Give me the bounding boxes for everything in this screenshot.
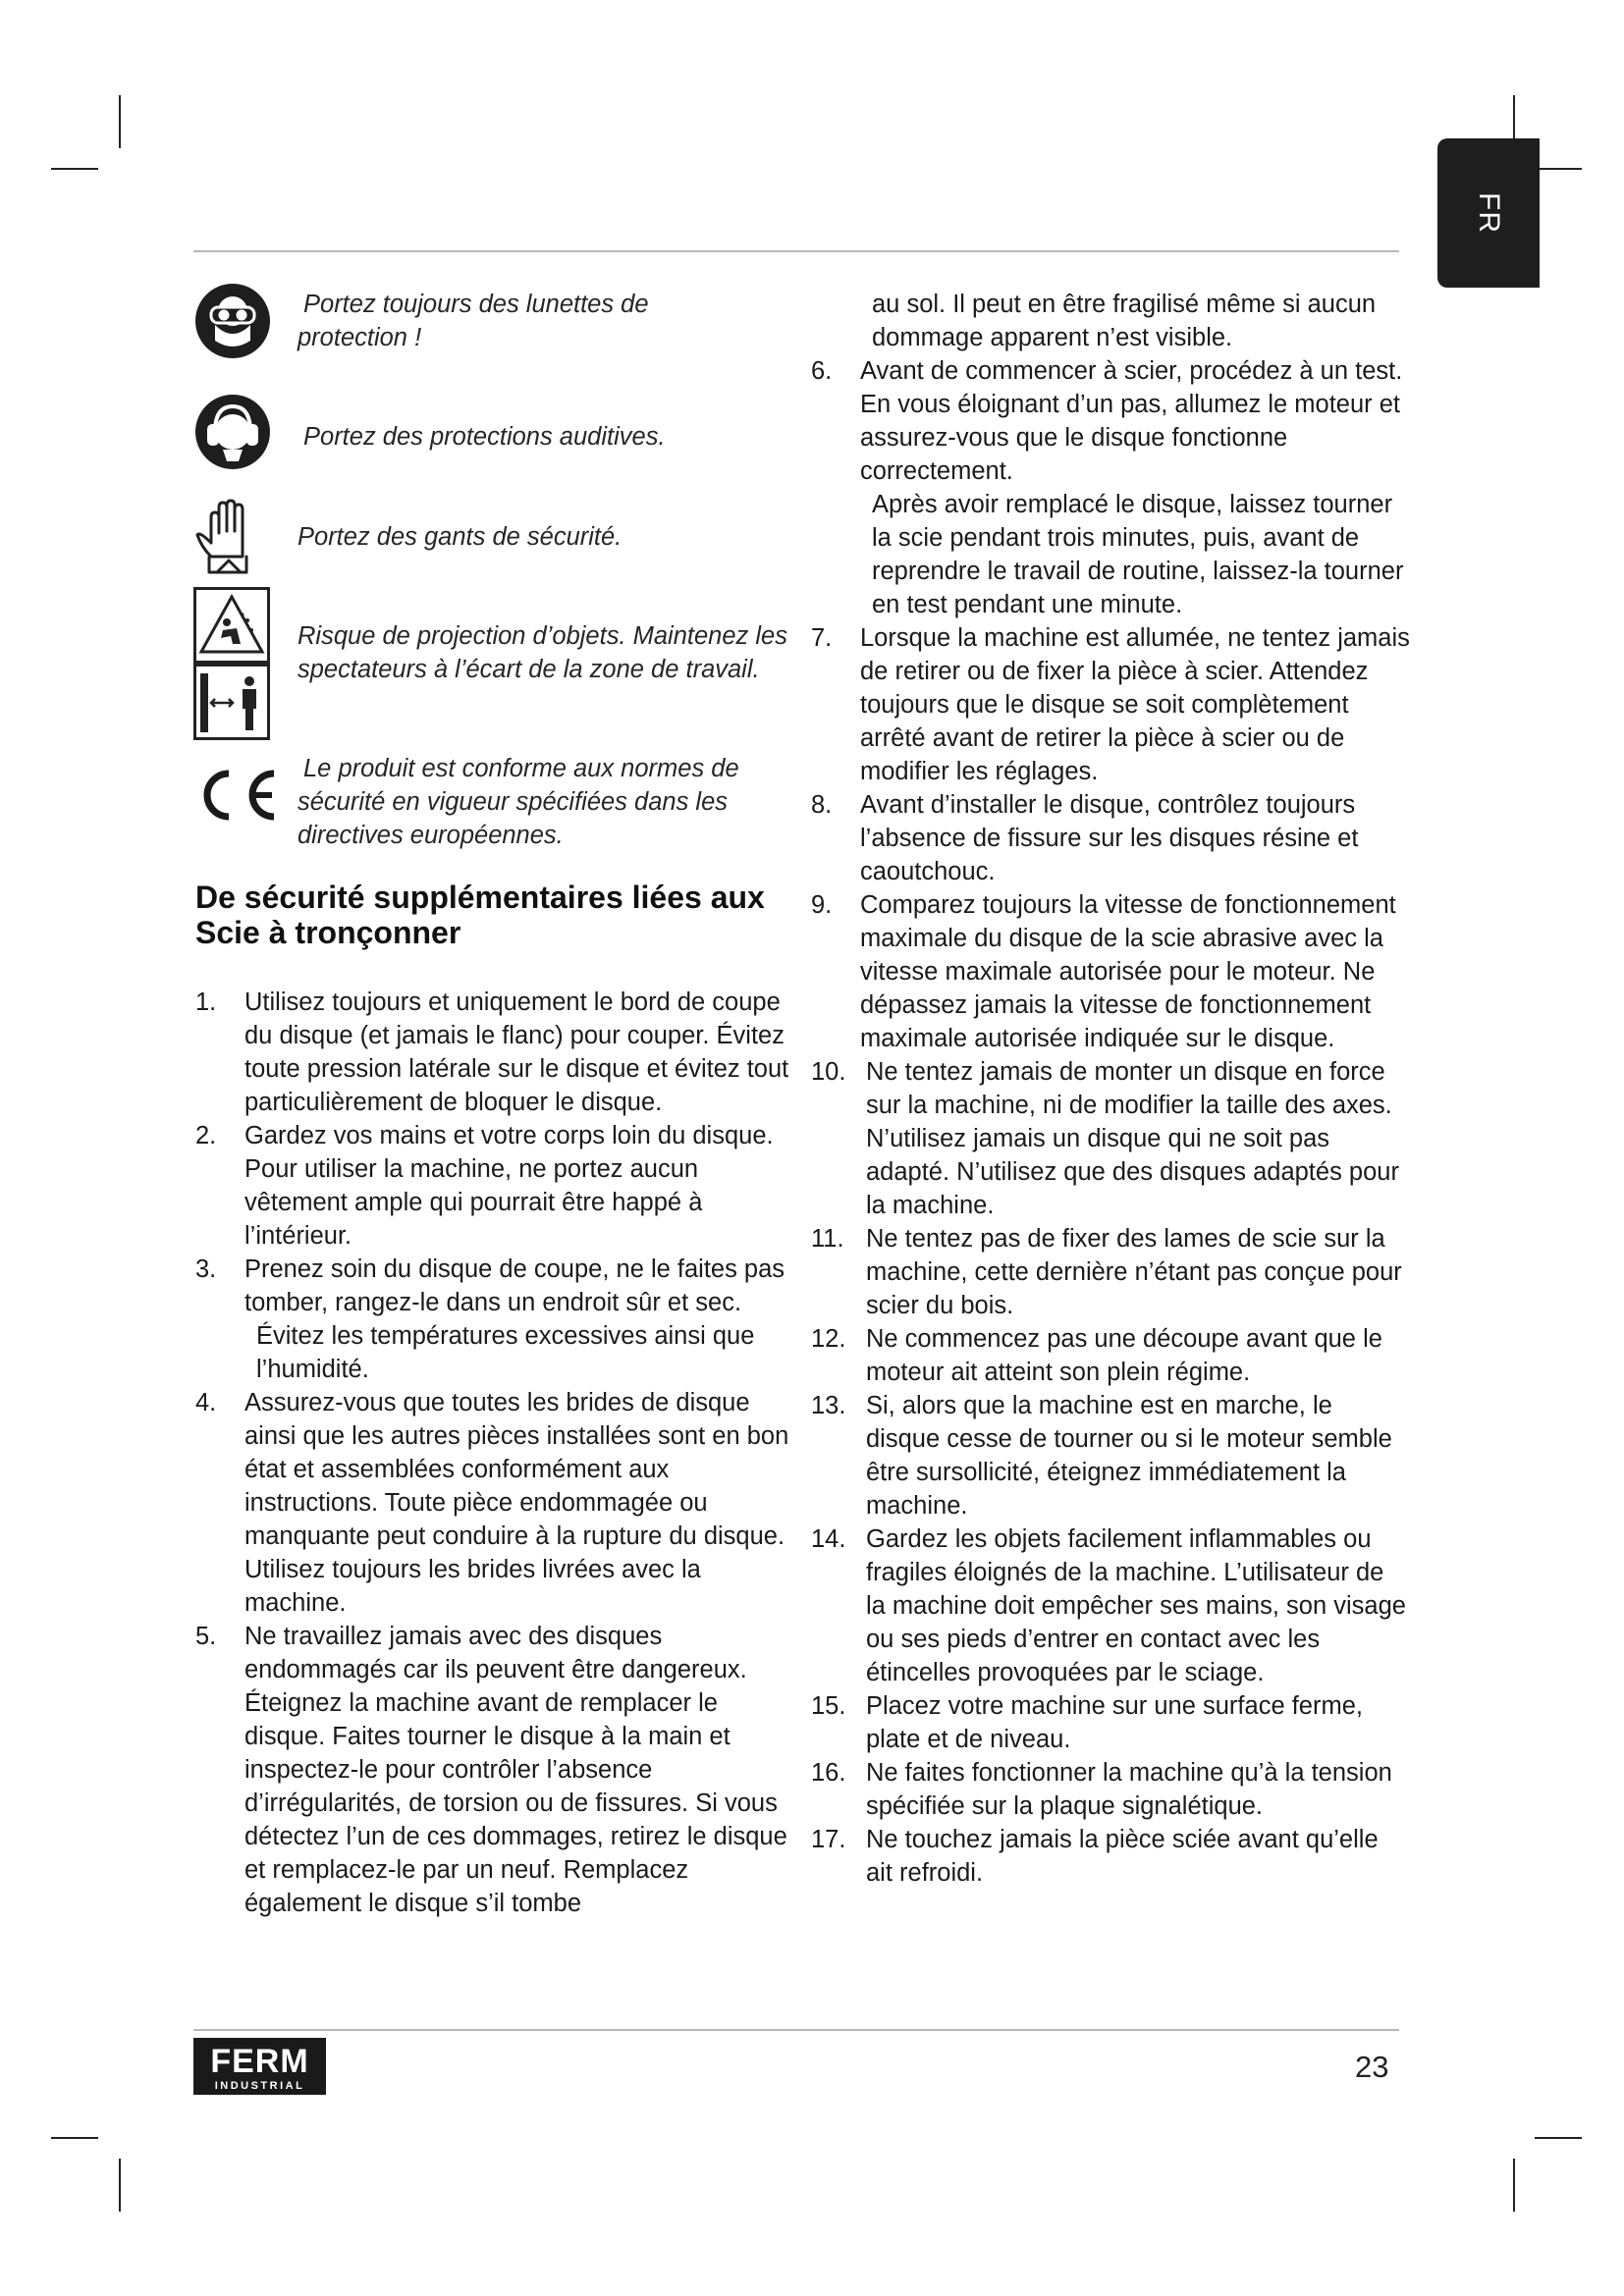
instructions-left-column xyxy=(195,986,794,1920)
flying-objects-warning-icon xyxy=(193,587,270,742)
list-item-number: 5. xyxy=(195,1623,217,1650)
list-item-number: 9. xyxy=(811,891,833,919)
ce-mark-icon xyxy=(191,768,280,823)
list-item-number: 13. xyxy=(811,1392,846,1419)
list-item xyxy=(811,1389,1410,1522)
list-item xyxy=(195,1119,794,1253)
list-item-number: 12. xyxy=(811,1325,846,1353)
symbol-text-ce: Le produit est conforme aux normes de sécurité en vigueur spécifiées dans les directives européennes. xyxy=(298,755,739,849)
crop-mark xyxy=(1535,168,1582,170)
list-item-text: Ne travaillez jamais avec des disques endommagés car ils peuvent être dangereux. Éteignez la machine avant de remplacer le disque. Faites tourner le disque à la main et inspectez-le pour contrôler l’absence d’irrégularités, de torsion ou de fissures. Si vous détectez l’un de ces dommages, retirez le disque et remplacez-le par un neuf. Remplacez également le disque s’il tombe xyxy=(244,1623,787,1917)
list-item-number: 16. xyxy=(811,1759,846,1787)
list-item xyxy=(195,986,794,1119)
symbol-text-projection: Risque de projection d’objets. Maintenez les spectateurs à l’écart de la zone de travail. xyxy=(298,622,787,683)
safety-gloves-icon xyxy=(195,496,264,574)
crop-mark xyxy=(1535,2137,1582,2139)
list-item xyxy=(811,788,1410,888)
crop-mark xyxy=(119,95,121,148)
list-item-text: Gardez les objets facilement inflammables ou fragiles éloignés de la machine. L’utilisateur de la machine doit empêcher ses mains, son visage ou ses pieds d’entrer en contact avec les étincelles provoquées par le sciage. xyxy=(866,1525,1406,1686)
list-item xyxy=(811,1823,1410,1890)
list-item-number: 1. xyxy=(195,988,217,1016)
logo-subtitle: INDUSTRIAL xyxy=(214,2080,305,2092)
list-item-text: Si, alors que la machine est en marche, le disque cesse de tourner ou si le moteur semble être sursollicité, éteignez immédiatement la machine. xyxy=(866,1392,1392,1520)
ear-protection-icon xyxy=(193,393,272,471)
section-heading: De sécurité supplémentaires liées aux Scie à tronçonner xyxy=(195,880,765,950)
list-item-number: 14. xyxy=(811,1525,846,1553)
list-item-text: Placez votre machine sur une surface ferme, plate et de niveau. xyxy=(866,1692,1363,1753)
list-item xyxy=(811,1222,1410,1322)
symbol-text-goggles: Portez toujours des lunettes de protection ! xyxy=(298,291,649,351)
list-item-text: Avant d’installer le disque, contrôlez toujours l’absence de fissure sur les disques résine et caoutchouc. xyxy=(860,791,1359,885)
list-item xyxy=(811,1522,1410,1689)
list-item-text: Assurez-vous que toutes les brides de disque ainsi que les autres pièces installées sont en bon état et assemblées conformément aux instructions. Toute pièce endommagée ou manquante peut conduire à la rupture du disque. Utilisez toujours les brides livrées avec la machine. xyxy=(244,1389,789,1617)
list-item-text: Ne commencez pas une découpe avant que le moteur ait atteint son plein régime. xyxy=(866,1325,1382,1386)
list-item-text: Utilisez toujours et uniquement le bord de coupe du disque (et jamais le flanc) pour couper. Évitez toute pression latérale sur le disque et évitez tout particulièrement de bloquer le disque. xyxy=(244,988,789,1116)
list-item-text: Évitez les températures excessives ainsi que l’humidité. xyxy=(256,1322,755,1383)
list-item-number: 4. xyxy=(195,1389,217,1416)
crop-mark xyxy=(119,2159,121,2212)
list-item xyxy=(811,1322,1410,1389)
ferm-industrial-logo xyxy=(193,2038,326,2095)
language-tab xyxy=(1437,138,1540,288)
list-item-number: 8. xyxy=(811,791,833,819)
page-number: 23 xyxy=(1355,2050,1389,2084)
crop-mark xyxy=(51,168,98,170)
list-item-number: 2. xyxy=(195,1122,217,1149)
list-item-number: 7. xyxy=(811,624,833,652)
list-item xyxy=(811,354,1410,621)
list-item-text: Ne tentez pas de fixer des lames de scie sur la machine, cette dernière n’étant pas conçue pour scier du bois. xyxy=(866,1225,1402,1319)
list-item-text: Ne faites fonctionner la machine qu’à la tension spécifiée sur la plaque signalétique. xyxy=(866,1759,1392,1820)
list-item-number: 6. xyxy=(811,357,833,385)
list-item xyxy=(811,621,1410,788)
list-item-number: 3. xyxy=(195,1255,217,1283)
list-item-number: 15. xyxy=(811,1692,846,1720)
list-item xyxy=(195,1253,794,1386)
list-item-text: Comparez toujours la vitesse de fonctionnement maximale du disque de la scie abrasive avec la vitesse maximale autorisée pour le moteur. Ne dépassez jamais la vitesse de fonctionnement maximale autorisée indiquée sur le disque. xyxy=(860,891,1396,1052)
crop-mark xyxy=(51,2137,98,2139)
instructions-right-column xyxy=(811,288,1410,1890)
list-item-text: Lorsque la machine est allumée, ne tentez jamais de retirer ou de fixer la pièce à scier. Attendez toujours que le disque se soit complètement arrêté avant de retirer la pièce à scier ou de modifier les réglages. xyxy=(860,624,1410,785)
header-rule xyxy=(193,250,1399,252)
language-tab-label: FR xyxy=(1473,192,1505,234)
logo-brand: FERM xyxy=(210,2043,309,2080)
list-item-text: Ne tentez jamais de monter un disque en force sur la machine, ni de modifier la taille des axes. N’utilisez jamais un disque qui ne soit pas adapté. N’utilisez que des disques adaptés pour la machine. xyxy=(866,1058,1399,1219)
list-item-number: 11. xyxy=(811,1225,844,1253)
list-item xyxy=(811,1689,1410,1756)
list-item-number: 10. xyxy=(811,1058,846,1086)
footer-rule xyxy=(193,2029,1399,2031)
crop-mark xyxy=(1513,2159,1515,2212)
symbol-text-gloves: Portez des gants de sécurité. xyxy=(298,523,623,551)
list-item-number: 17. xyxy=(811,1826,846,1853)
list-item xyxy=(195,1386,794,1620)
list-item xyxy=(811,1756,1410,1823)
list-item-text: Ne touchez jamais la pièce sciée avant qu’elle ait refroidi. xyxy=(866,1826,1379,1887)
list-item-text: Gardez vos mains et votre corps loin du disque. Pour utiliser la machine, ne portez aucun vêtement ample qui pourrait être happé à l’intérieur. xyxy=(244,1122,774,1250)
safety-goggles-icon xyxy=(193,282,272,360)
symbol-text-ear-protection: Portez des protections auditives. xyxy=(303,423,666,451)
list-item-text: Prenez soin du disque de coupe, ne le faites pas tomber, rangez-le dans un endroit sûr et sec. xyxy=(244,1255,785,1316)
list-item-text: Avant de commencer à scier, procédez à un test. En vous éloignant d’un pas, allumez le moteur et assurez-vous que le disque fonctionne correctement. xyxy=(860,357,1403,485)
list-item xyxy=(195,1620,794,1920)
list-item xyxy=(811,1055,1410,1222)
list-item-text: Après avoir remplacé le disque, laissez tourner la scie pendant trois minutes, puis, avant de reprendre le travail de routine, laissez-la tourner en test pendant une minute. xyxy=(872,491,1404,618)
list-item xyxy=(811,888,1410,1055)
list-item-continuation: au sol. Il peut en être fragilisé même si aucun dommage apparent n’est visible. xyxy=(872,291,1377,351)
